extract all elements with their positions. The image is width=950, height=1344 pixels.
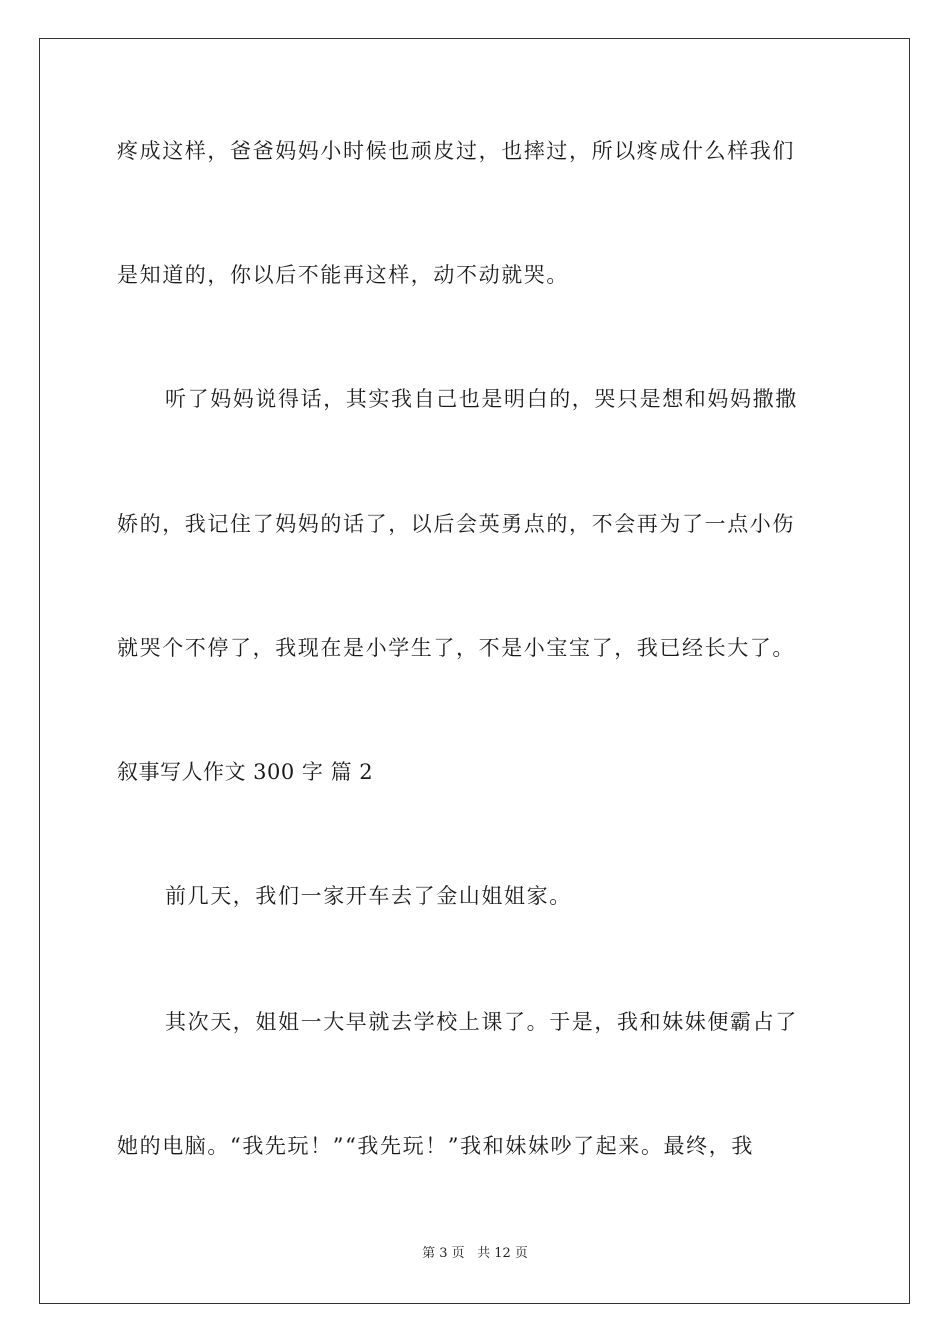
paragraph-line: 娇的，我记住了妈妈的话了，以后会英勇点的，不会再为了一点小伤 [117,512,795,536]
section-heading: 叙事写人作文 300 字 篇 2 [117,760,374,784]
page-footer [0,1245,950,1263]
page-number: 第 3 页 [422,1246,465,1261]
paragraph-line: 听了妈妈说得话，其实我自己也是明白的，哭只是想和妈妈撒撒 [165,387,798,411]
paragraph-line: 其次天，姐姐一大早就去学校上课了。于是，我和妹妹便霸占了 [165,1010,798,1034]
paragraph-line: 她的电脑。“我先玩！”“我先玩！”我和妹妹吵了起来。最终，我 [117,1134,754,1158]
page-border [39,38,910,1304]
paragraph-line: 就哭个不停了，我现在是小学生了，不是小宝宝了，我已经长大了。 [117,636,795,660]
paragraph-line: 疼成这样，爸爸妈妈小时候也顽皮过，也摔过，所以疼成什么样我们 [117,139,795,163]
page-total: 共 12 页 [477,1246,528,1261]
paragraph-line: 前几天，我们一家开车去了金山姐姐家。 [165,884,572,908]
paragraph-line: 是知道的，你以后不能再这样，动不动就哭。 [117,263,569,287]
